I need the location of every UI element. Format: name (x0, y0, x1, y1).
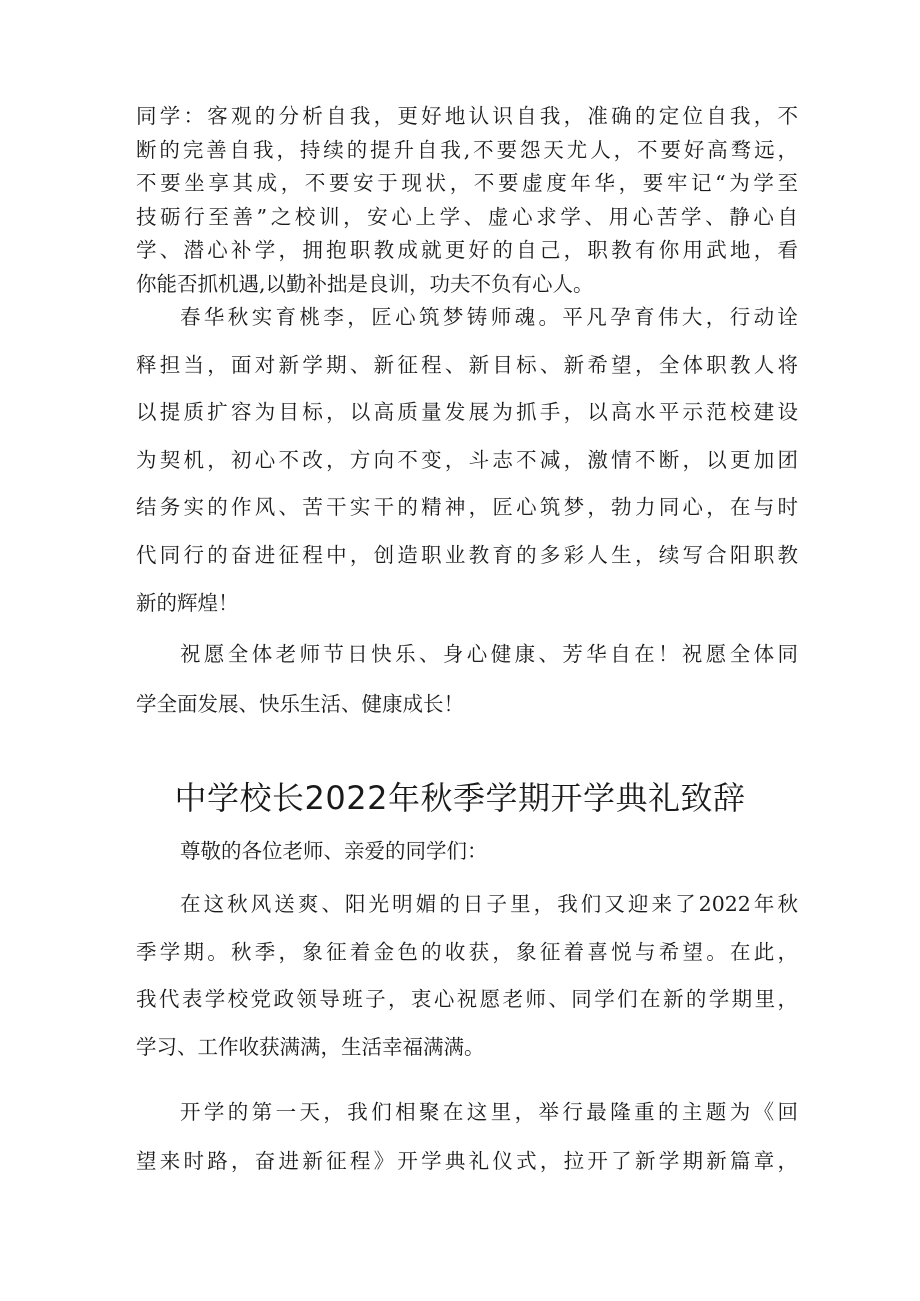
text-line: 代同行的奋进征程中，创造职业教育的多彩人生，续写合阳职教 (136, 542, 798, 567)
text-line: 同学：客观的分析自我，更好地认识自我，准确的定位自我，不 (136, 104, 798, 128)
paragraph-opening (136, 881, 798, 1071)
text-line: 祝愿全体老师节日快乐、身心健康、芳华自在！祝愿全体同 (180, 642, 798, 666)
text-line: 技砺行至善”之校训，安心上学、虚心求学、用心苦学、静心自 (136, 204, 798, 229)
text-line: 你能否抓机遇,以勤补拙是良训，功夫不负有心人。 (136, 271, 594, 296)
paragraph-student-advice (136, 100, 798, 302)
paragraph-vision (136, 294, 798, 627)
text-line: 新的辉煌！ (136, 590, 239, 615)
text-line: 结务实的作风、苦干实干的精神，匠心筑梦，勃力同心，在与时 (136, 495, 798, 520)
paragraph-ceremony (136, 1088, 798, 1186)
text-line: 开学的第一天，我们相聚在这里，举行最隆重的主题为《回 (180, 1100, 798, 1124)
text-line: 望来时路，奋进新征程》开学典礼仪式，拉开了新学期新篇章， (136, 1149, 798, 1173)
paragraph-salutation (136, 836, 798, 866)
text-line: 学、潜心补学，拥抱职教成就更好的自己，职教有你用武地，看 (136, 238, 798, 263)
text-line: 不要坐享其成，不要安于现状，不要虚度年华，要牢记“为学至 (136, 171, 798, 196)
text-line: 为契机，初心不改，方向不变，斗志不减，激情不断，以更加团 (136, 447, 798, 472)
text-line: 在这秋风送爽、阳光明媚的日子里，我们又迎来了2022年秋 (180, 892, 798, 916)
text-line: 断的完善自我，持续的提升自我,不要怨天尤人，不要好高骛远， (136, 137, 798, 162)
text-line: 学习、工作收获满满，生活幸福满满。 (136, 1034, 485, 1059)
paragraph-wishes (136, 629, 798, 729)
text-line: 释担当，面对新学期、新征程、新目标、新希望，全体职教人将 (136, 352, 798, 377)
text-line: 尊敬的各位老师、亲爱的同学们： (180, 839, 488, 863)
text-line: 春华秋实育桃李，匠心筑梦铸师魂。平凡孕育伟大，行动诠 (180, 305, 798, 329)
document-title: 中学校长2022年秋季学期开学典礼致辞 (174, 779, 746, 817)
text-line: 学全面发展、快乐生活、健康成长！ (136, 692, 464, 716)
text-line: 季学期。秋季，象征着金色的收获，象征着喜悦与希望。在此， (136, 939, 798, 964)
text-line: 以提质扩容为目标，以高质量发展为抓手，以高水平示范校建设 (136, 400, 798, 425)
text-line: 我代表学校党政领导班子，衷心祝愿老师、同学们在新的学期里， (136, 987, 798, 1011)
